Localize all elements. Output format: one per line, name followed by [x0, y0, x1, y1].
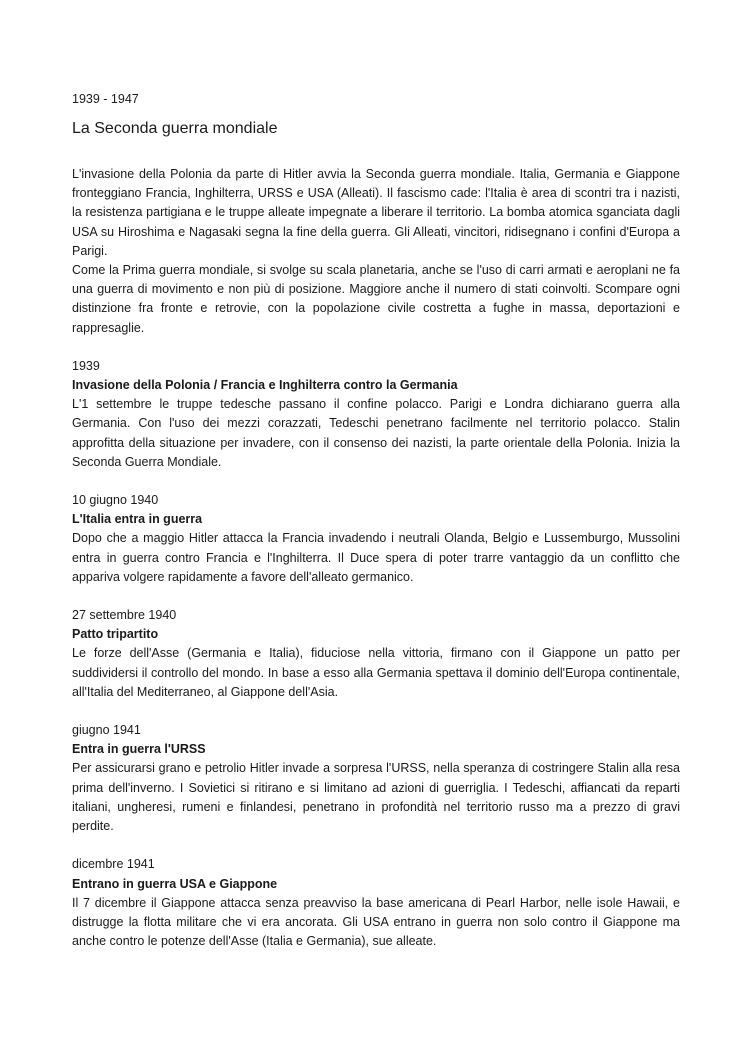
section-date: 1939	[72, 358, 100, 373]
section-title: Entrano in guerra USA e Giappone	[72, 876, 278, 891]
document-page	[72, 90, 680, 951]
section-date: dicembre 1941	[72, 857, 155, 872]
section-1940-june	[72, 491, 680, 587]
section-body: Dopo che a maggio Hitler attacca la Francia invadendo i neutrali Olanda, Belgio e Lussemburgo, Mussolini entra in guerra contro Francia e l'Inghilterra. Il Duce spera di poter trarre vantaggio da un conflitto che appariva volgere rapidamente a favore dell'alleato germanico.	[72, 531, 680, 584]
intro-block	[72, 165, 680, 338]
section-title: Entra in guerra l'URSS	[72, 742, 206, 757]
section-title: Invasione della Polonia / Francia e Inghilterra contro la Germania	[72, 378, 458, 393]
section-1940-september	[72, 606, 680, 702]
section-1941-june	[72, 721, 680, 836]
section-body: Le forze dell'Asse (Germania e Italia), fiduciose nella vittoria, firmano con il Giappone un patto per suddividersi il controllo del mondo. In base a esso alla Germania spettava il dominio dell'Europa continentale, all'Italia del Mediterraneo, al Giappone dell'Asia.	[72, 646, 680, 699]
intro-paragraph: L'invasione della Polonia da parte di Hitler avvia la Seconda guerra mondiale. Italia, Germania e Giappone fronteggiano Francia, Inghilterra, URSS e USA (Alleati). Il fascismo cade: l'Italia è area di scontri tra i nazisti, la resistenza partigiana e le truppe alleate impegnate a liberare il territorio. La bomba atomica sganciata dagli USA su Hiroshima e Nagasaki segna la fine della guerra. Gli Alleati, vincitori, ridisegnano i confini d'Europa a Parigi.	[72, 167, 680, 258]
section-date: giugno 1941	[72, 723, 141, 738]
section-body: Per assicurarsi grano e petrolio Hitler invade a sorpresa l'URSS, nella speranza di costringere Stalin alla resa prima dell'inverno. I Sovietici si ritirano e si limitano ad azioni di guerriglia. I Tedeschi, affiancati da reparti italiani, ungheresi, rumeni e finlandesi, penetrano in profondità nel territorio russo ma a prezzo di gravi perdite.	[72, 761, 680, 834]
section-body: L'1 settembre le truppe tedesche passano il confine polacco. Parigi e Londra dichiarano guerra alla Germania. Con l'uso dei mezzi corazzati, Tedeschi penetrano facilmente nel territorio polacco. Stalin approfitta della situazione per invadere, con il consenso dei nazisti, la parte orientale della Polonia. Inizia la Seconda Guerra Mondiale.	[72, 397, 680, 469]
date-range: 1939 - 1947	[72, 92, 139, 106]
page-title: La Seconda guerra mondiale	[72, 120, 278, 137]
section-1941-december	[72, 855, 680, 951]
intro-paragraph: Come la Prima guerra mondiale, si svolge su scala planetaria, anche se l'uso di carri armati e aeroplani ne fa una guerra di movimento e non più di posizione. Maggiore anche il numero di stati coinvolti. Scompare ogni distinzione fra fronte e retrovie, con la popolazione civile costretta a fughe in massa, deportazioni e rappresaglie.	[72, 263, 680, 335]
section-1939	[72, 357, 680, 472]
section-title: L'Italia entra in guerra	[72, 512, 203, 527]
section-title: Patto tripartito	[72, 627, 159, 642]
section-date: 10 giugno 1940	[72, 493, 159, 508]
section-body: Il 7 dicembre il Giappone attacca senza preavviso la base americana di Pearl Harbor, nelle isole Hawaii, e distrugge la flotta militare che vi era ancorata. Gli USA entrano in guerra non solo contro il Giappone ma anche contro le potenze dell'Asse (Italia e Germania), sue alleate.	[72, 895, 680, 949]
section-date: 27 settembre 1940	[72, 608, 177, 623]
